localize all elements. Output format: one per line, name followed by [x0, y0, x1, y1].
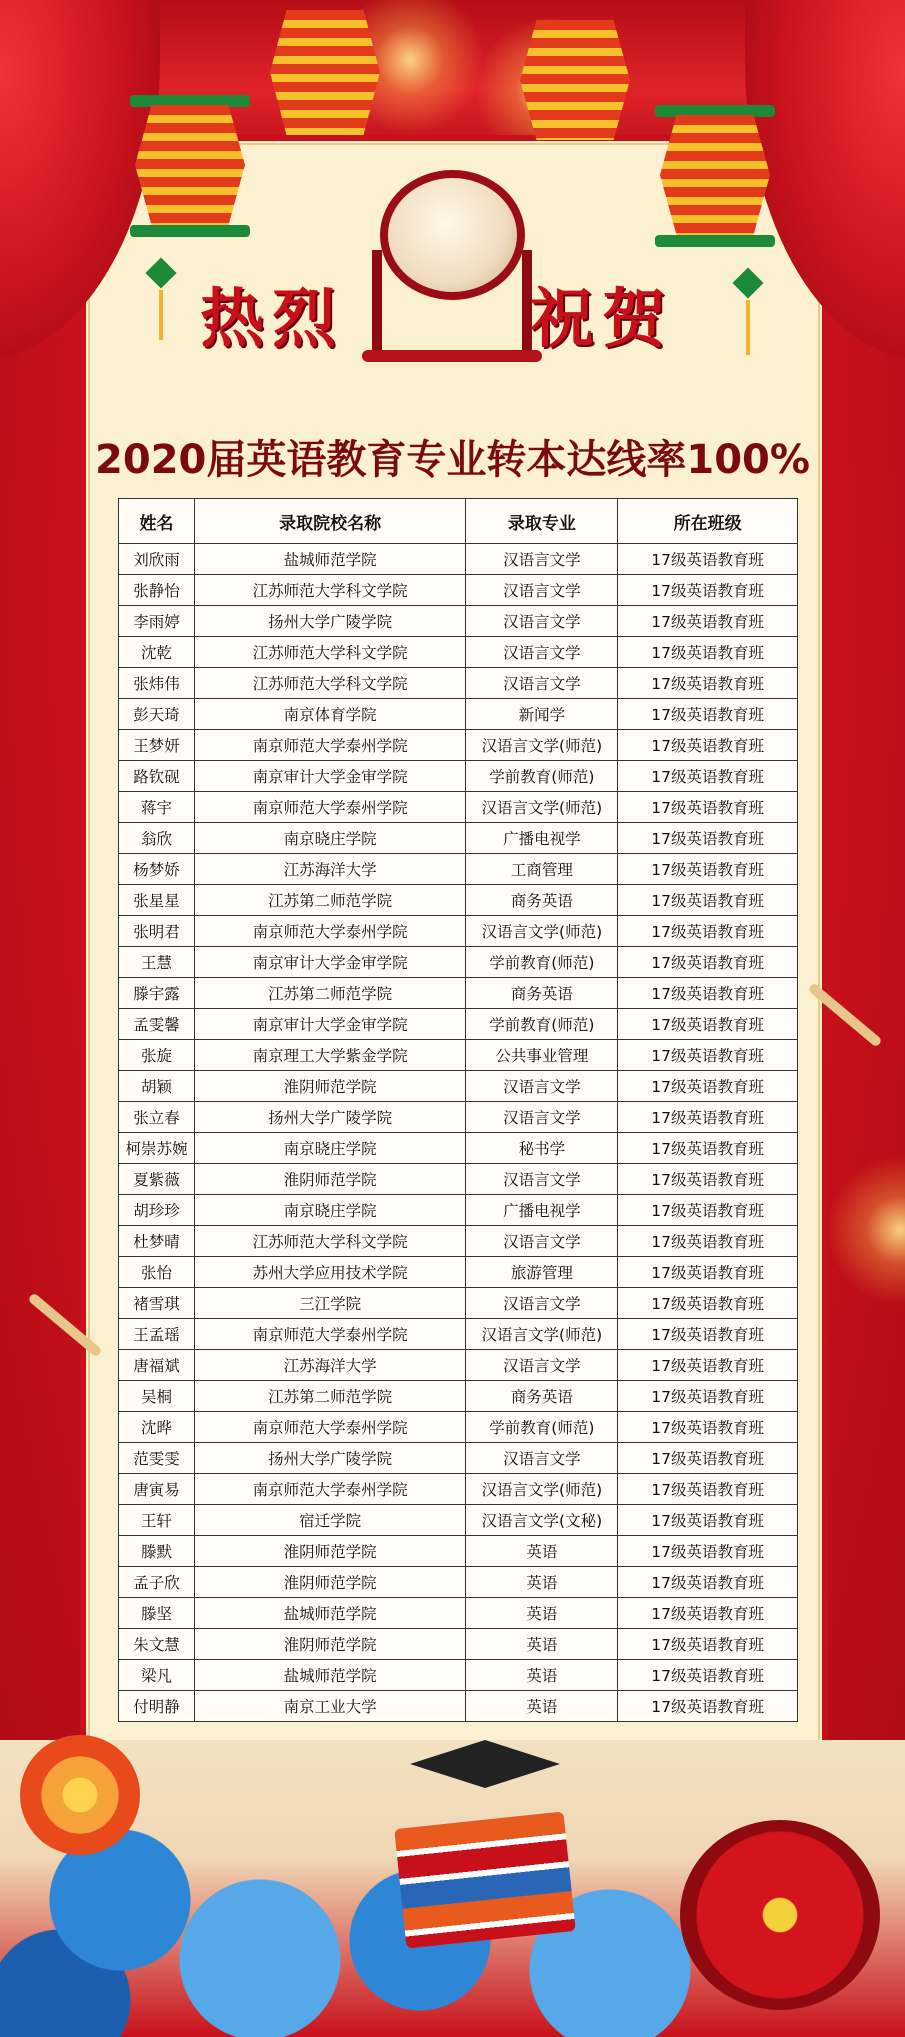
cell-school: 南京师范大学泰州学院: [194, 1474, 465, 1505]
table-row: [119, 1443, 798, 1474]
lantern-decoration: [660, 115, 770, 235]
cell-major: 商务英语: [466, 885, 618, 916]
cell-class: 17级英语教育班: [618, 1319, 798, 1350]
cell-class: 17级英语教育班: [618, 1567, 798, 1598]
table-row: [119, 1257, 798, 1288]
table-row: [119, 575, 798, 606]
table-row: [119, 916, 798, 947]
table-row: [119, 637, 798, 668]
table-row: [119, 1629, 798, 1660]
cell-class: 17级英语教育班: [618, 1164, 798, 1195]
cell-name: 张怡: [119, 1257, 195, 1288]
table-row: [119, 1102, 798, 1133]
table-row: [119, 978, 798, 1009]
cell-major: 汉语言文学: [466, 1288, 618, 1319]
cell-name: 唐寅易: [119, 1474, 195, 1505]
cell-class: 17级英语教育班: [618, 761, 798, 792]
cell-class: 17级英语教育班: [618, 1474, 798, 1505]
cell-major: 英语: [466, 1536, 618, 1567]
cell-name: 沈乾: [119, 637, 195, 668]
cell-class: 17级英语教育班: [618, 1660, 798, 1691]
cell-class: 17级英语教育班: [618, 1102, 798, 1133]
cell-major: 汉语言文学: [466, 1443, 618, 1474]
table-row: [119, 1164, 798, 1195]
cell-major: 英语: [466, 1567, 618, 1598]
cell-major: 工商管理: [466, 854, 618, 885]
cell-class: 17级英语教育班: [618, 823, 798, 854]
cell-name: 翁欣: [119, 823, 195, 854]
header-name: 姓名: [119, 499, 195, 544]
cell-name: 彭天琦: [119, 699, 195, 730]
cell-class: 17级英语教育班: [618, 1195, 798, 1226]
peony-icon: [680, 1820, 880, 2010]
cell-major: 汉语言文学: [466, 544, 618, 575]
table-row: [119, 854, 798, 885]
cell-name: 杨梦娇: [119, 854, 195, 885]
cell-school: 南京师范大学泰州学院: [194, 1319, 465, 1350]
cell-major: 汉语言文学: [466, 1102, 618, 1133]
cell-major: 学前教育(师范): [466, 1009, 618, 1040]
table-row: [119, 1412, 798, 1443]
table-row: [119, 1598, 798, 1629]
cell-name: 张星星: [119, 885, 195, 916]
cell-school: 南京工业大学: [194, 1691, 465, 1722]
table-row: [119, 1133, 798, 1164]
cell-major: 英语: [466, 1598, 618, 1629]
cell-school: 江苏第二师范学院: [194, 1381, 465, 1412]
cell-major: 汉语言文学: [466, 1164, 618, 1195]
table-row: [119, 668, 798, 699]
cell-school: 扬州大学广陵学院: [194, 1102, 465, 1133]
cell-major: 汉语言文学: [466, 668, 618, 699]
cell-name: 王孟瑶: [119, 1319, 195, 1350]
cell-name: 付明静: [119, 1691, 195, 1722]
headline: 2020届英语教育专业转本达线率100%: [95, 437, 810, 483]
cell-school: 南京师范大学泰州学院: [194, 916, 465, 947]
cell-school: 淮阴师范学院: [194, 1567, 465, 1598]
cell-major: 汉语言文学(师范): [466, 916, 618, 947]
cell-major: 商务英语: [466, 1381, 618, 1412]
cell-name: 张静怡: [119, 575, 195, 606]
cell-school: 盐城师范学院: [194, 1598, 465, 1629]
cell-class: 17级英语教育班: [618, 606, 798, 637]
table-row: [119, 1319, 798, 1350]
table-row: [119, 1691, 798, 1722]
cell-school: 扬州大学广陵学院: [194, 606, 465, 637]
cell-class: 17级英语教育班: [618, 668, 798, 699]
table-row: [119, 1660, 798, 1691]
cell-class: 17级英语教育班: [618, 1536, 798, 1567]
drum-base: [362, 350, 542, 362]
cell-school: 江苏师范大学科文学院: [194, 1226, 465, 1257]
cell-school: 江苏师范大学科文学院: [194, 575, 465, 606]
cell-class: 17级英语教育班: [618, 1257, 798, 1288]
table-row: [119, 1381, 798, 1412]
cell-class: 17级英语教育班: [618, 1412, 798, 1443]
cell-name: 杜梦晴: [119, 1226, 195, 1257]
cell-school: 扬州大学广陵学院: [194, 1443, 465, 1474]
table-row: [119, 1071, 798, 1102]
cell-major: 旅游管理: [466, 1257, 618, 1288]
header-school: 录取院校名称: [194, 499, 465, 544]
cell-school: 南京体育学院: [194, 699, 465, 730]
header-major: 录取专业: [466, 499, 618, 544]
cell-school: 江苏师范大学科文学院: [194, 668, 465, 699]
cell-school: 南京晓庄学院: [194, 1195, 465, 1226]
cell-class: 17级英语教育班: [618, 1009, 798, 1040]
cell-major: 广播电视学: [466, 823, 618, 854]
table-row: [119, 947, 798, 978]
cell-major: 汉语言文学: [466, 606, 618, 637]
table-row: [119, 1195, 798, 1226]
cell-school: 南京理工大学紫金学院: [194, 1040, 465, 1071]
cell-school: 江苏师范大学科文学院: [194, 637, 465, 668]
cell-school: 江苏海洋大学: [194, 1350, 465, 1381]
cell-major: 汉语言文学(师范): [466, 792, 618, 823]
cell-major: 汉语言文学: [466, 1350, 618, 1381]
cell-class: 17级英语教育班: [618, 1691, 798, 1722]
cell-school: 南京审计大学金审学院: [194, 761, 465, 792]
firework-decoration: [820, 1150, 905, 1310]
lantern-decoration: [520, 20, 630, 140]
cell-class: 17级英语教育班: [618, 544, 798, 575]
admission-table: [118, 498, 798, 1722]
cell-major: 商务英语: [466, 978, 618, 1009]
table-row: [119, 1288, 798, 1319]
cell-class: 17级英语教育班: [618, 699, 798, 730]
cell-class: 17级英语教育班: [618, 1505, 798, 1536]
cell-class: 17级英语教育班: [618, 978, 798, 1009]
cell-school: 南京晓庄学院: [194, 1133, 465, 1164]
cell-major: 汉语言文学(师范): [466, 730, 618, 761]
cell-name: 王慧: [119, 947, 195, 978]
cell-class: 17级英语教育班: [618, 792, 798, 823]
cell-school: 南京晓庄学院: [194, 823, 465, 854]
cell-major: 公共事业管理: [466, 1040, 618, 1071]
flower-icon: [20, 1735, 140, 1855]
cell-school: 宿迁学院: [194, 1505, 465, 1536]
cell-name: 胡颖: [119, 1071, 195, 1102]
cell-class: 17级英语教育班: [618, 637, 798, 668]
cell-class: 17级英语教育班: [618, 1133, 798, 1164]
cell-name: 范雯雯: [119, 1443, 195, 1474]
cell-major: 新闻学: [466, 699, 618, 730]
lantern-decoration: [135, 105, 245, 225]
table-row: [119, 1009, 798, 1040]
cell-major: 英语: [466, 1691, 618, 1722]
cell-major: 汉语言文学: [466, 1226, 618, 1257]
cell-class: 17级英语教育班: [618, 1040, 798, 1071]
lantern-decoration: [270, 10, 380, 135]
cell-class: 17级英语教育班: [618, 1350, 798, 1381]
lantern-cap: [655, 235, 775, 247]
table-row: [119, 1040, 798, 1071]
cell-name: 路钦砚: [119, 761, 195, 792]
cell-major: 汉语言文学(文秘): [466, 1505, 618, 1536]
cell-major: 广播电视学: [466, 1195, 618, 1226]
cell-school: 南京师范大学泰州学院: [194, 730, 465, 761]
cell-name: 张旋: [119, 1040, 195, 1071]
cell-class: 17级英语教育班: [618, 575, 798, 606]
drum-icon: [380, 170, 525, 300]
cell-major: 汉语言文学: [466, 1071, 618, 1102]
cell-name: 滕默: [119, 1536, 195, 1567]
table-row: [119, 1505, 798, 1536]
table-row: [119, 885, 798, 916]
cell-name: 张炜伟: [119, 668, 195, 699]
cell-school: 淮阴师范学院: [194, 1536, 465, 1567]
cell-class: 17级英语教育班: [618, 1381, 798, 1412]
table-row: [119, 1226, 798, 1257]
cell-name: 沈晔: [119, 1412, 195, 1443]
cell-major: 学前教育(师范): [466, 1412, 618, 1443]
cell-school: 盐城师范学院: [194, 544, 465, 575]
cell-name: 吴桐: [119, 1381, 195, 1412]
cell-school: 苏州大学应用技术学院: [194, 1257, 465, 1288]
cell-name: 夏紫薇: [119, 1164, 195, 1195]
table-row: [119, 1536, 798, 1567]
cell-school: 江苏第二师范学院: [194, 885, 465, 916]
cell-name: 褚雪琪: [119, 1288, 195, 1319]
cell-name: 柯崇苏婉: [119, 1133, 195, 1164]
table-row: [119, 730, 798, 761]
cell-name: 王轩: [119, 1505, 195, 1536]
cell-school: 淮阴师范学院: [194, 1629, 465, 1660]
cell-class: 17级英语教育班: [618, 1598, 798, 1629]
cell-school: 江苏海洋大学: [194, 854, 465, 885]
books-icon: [394, 1811, 576, 1948]
cell-name: 滕坚: [119, 1598, 195, 1629]
lantern-cap: [130, 225, 250, 237]
cell-major: 学前教育(师范): [466, 947, 618, 978]
cell-school: 南京师范大学泰州学院: [194, 1412, 465, 1443]
cell-class: 17级英语教育班: [618, 1629, 798, 1660]
table-row: [119, 1567, 798, 1598]
cell-school: 淮阴师范学院: [194, 1071, 465, 1102]
cell-class: 17级英语教育班: [618, 1071, 798, 1102]
title-right: 祝贺: [530, 282, 674, 357]
table-body: [119, 544, 798, 1722]
cell-name: 孟子欣: [119, 1567, 195, 1598]
cell-class: 17级英语教育班: [618, 1288, 798, 1319]
cell-major: 秘书学: [466, 1133, 618, 1164]
cell-school: 淮阴师范学院: [194, 1164, 465, 1195]
cell-school: 三江学院: [194, 1288, 465, 1319]
cell-major: 英语: [466, 1660, 618, 1691]
cell-class: 17级英语教育班: [618, 885, 798, 916]
cell-class: 17级英语教育班: [618, 854, 798, 885]
cell-class: 17级英语教育班: [618, 1226, 798, 1257]
cell-school: 南京师范大学泰州学院: [194, 792, 465, 823]
cell-major: 汉语言文学: [466, 637, 618, 668]
table-row: [119, 1474, 798, 1505]
tassel-decoration: [159, 290, 163, 340]
cell-major: 英语: [466, 1629, 618, 1660]
cell-school: 江苏第二师范学院: [194, 978, 465, 1009]
title-left: 热烈: [200, 282, 344, 357]
table-row: [119, 544, 798, 575]
cell-name: 朱文慧: [119, 1629, 195, 1660]
table-row: [119, 823, 798, 854]
cell-name: 滕宇露: [119, 978, 195, 1009]
cell-name: 孟雯馨: [119, 1009, 195, 1040]
table-row: [119, 792, 798, 823]
cell-name: 李雨婷: [119, 606, 195, 637]
cell-school: 南京审计大学金审学院: [194, 947, 465, 978]
cell-school: 南京审计大学金审学院: [194, 1009, 465, 1040]
cell-name: 刘欣雨: [119, 544, 195, 575]
cell-class: 17级英语教育班: [618, 1443, 798, 1474]
cell-class: 17级英语教育班: [618, 916, 798, 947]
cell-name: 梁凡: [119, 1660, 195, 1691]
cell-school: 盐城师范学院: [194, 1660, 465, 1691]
cell-name: 胡珍珍: [119, 1195, 195, 1226]
header-class: 所在班级: [618, 499, 798, 544]
cell-name: 唐福斌: [119, 1350, 195, 1381]
cell-class: 17级英语教育班: [618, 730, 798, 761]
cell-class: 17级英语教育班: [618, 947, 798, 978]
cell-major: 汉语言文学(师范): [466, 1474, 618, 1505]
cell-name: 张明君: [119, 916, 195, 947]
cell-major: 汉语言文学: [466, 575, 618, 606]
table-row: [119, 1350, 798, 1381]
tassel-decoration: [746, 300, 750, 355]
cell-name: 王梦妍: [119, 730, 195, 761]
table-row: [119, 699, 798, 730]
cell-name: 张立春: [119, 1102, 195, 1133]
table-row: [119, 761, 798, 792]
cell-name: 蒋宇: [119, 792, 195, 823]
table-header-row: [119, 499, 798, 544]
table-row: [119, 606, 798, 637]
cell-major: 汉语言文学(师范): [466, 1319, 618, 1350]
cell-major: 学前教育(师范): [466, 761, 618, 792]
